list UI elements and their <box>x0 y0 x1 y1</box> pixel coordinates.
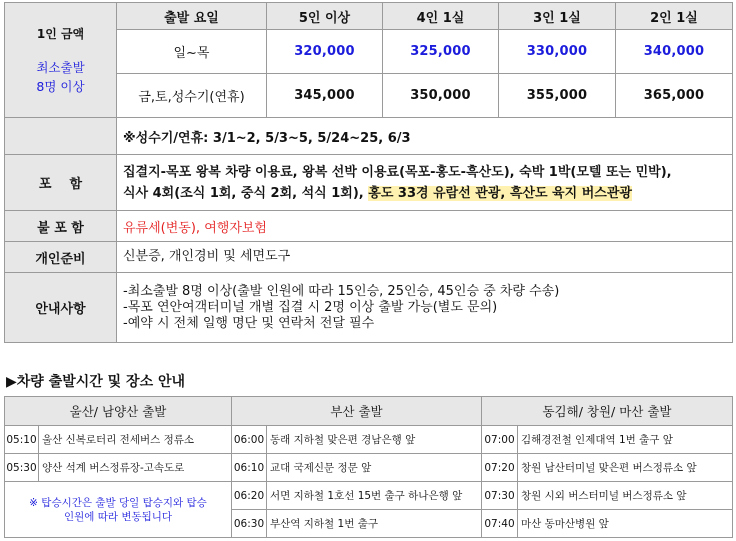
gimhae-place: 김해경전철 인제대역 1번 출구 앞 <box>518 426 733 454</box>
schedule-table <box>4 396 733 538</box>
price-weekday-2room: 340,000 <box>616 30 733 74</box>
col-header-gimhae: 동김해/ 창원/ 마산 출발 <box>482 397 733 426</box>
schedule-row <box>5 482 733 510</box>
gimhae-time: 07:40 <box>482 510 518 538</box>
gimhae-place: 창원 시외 버스터미널 버스정류소 앞 <box>518 482 733 510</box>
price-weekday-5plus: 320,000 <box>267 30 383 74</box>
price-weekend-2room: 365,000 <box>616 74 733 118</box>
include-highlight: 홍도 33경 유람선 관광, 흑산도 육지 버스관광 <box>368 185 632 201</box>
busan-time: 06:30 <box>232 510 267 538</box>
ulsan-place: 울산 신복로터리 전세버스 정류소 <box>39 426 232 454</box>
header-2room: 2인 1실 <box>616 3 733 30</box>
price-weekend-4room: 350,000 <box>383 74 499 118</box>
busan-time: 06:20 <box>232 482 267 510</box>
price-label-cell <box>5 3 117 118</box>
exclude-text: 유류세(변동), 여행자보험 <box>117 211 733 242</box>
busan-place: 교대 국제신문 정문 앞 <box>267 454 482 482</box>
gimhae-time: 07:00 <box>482 426 518 454</box>
departure-time-warning: ※ 탑승시간은 출발 당일 탑승지와 탑승인원에 따라 변동됩니다 <box>5 482 232 538</box>
day-weekend: 금,토,성수기(연휴) <box>117 74 267 118</box>
include-label: 포 함 <box>5 155 117 211</box>
gimhae-time: 07:20 <box>482 454 518 482</box>
day-weekday: 일~목 <box>117 30 267 74</box>
header-4room: 4인 1실 <box>383 3 499 30</box>
schedule-row <box>5 454 733 482</box>
notice-text <box>117 273 733 343</box>
prep-label: 개인준비 <box>5 242 117 273</box>
gimhae-time: 07:30 <box>482 482 518 510</box>
include-line-2: 식사 4회(조식 1회, 중식 2회, 석식 1회), <box>123 185 369 201</box>
busan-time: 06:00 <box>232 426 267 454</box>
busan-place: 동래 지하철 맞은편 경남은행 앞 <box>267 426 482 454</box>
include-line-1: 집결지-목포 왕복 차량 이용료, 왕복 선박 이용료(목포-홍도-흑산도), 숙박 1박(모텔 또는 민박), <box>123 164 672 180</box>
min-people-label: 8명 이상 <box>36 78 85 94</box>
price-weekend-5plus: 345,000 <box>267 74 383 118</box>
price-weekend-3room: 355,000 <box>499 74 616 118</box>
include-text <box>117 155 733 211</box>
busan-time: 06:10 <box>232 454 267 482</box>
busan-place: 부산역 지하철 1번 출구 <box>267 510 482 538</box>
notice-line-2: -목포 연안여객터미널 개별 집결 시 2명 이상 출발 가능(별도 문의) <box>123 299 498 315</box>
busan-place: 서면 지하철 1호선 15번 출구 하나은행 앞 <box>267 482 482 510</box>
peak-season-note: ※성수기/연휴: 3/1~2, 5/3~5, 5/24~25, 6/3 <box>117 118 733 155</box>
notice-line-3: -예약 시 전체 일행 명단 및 연락처 전달 필수 <box>123 315 375 331</box>
schedule-section-title: ▶차량 출발시간 및 장소 안내 <box>6 374 186 390</box>
header-day: 출발 요일 <box>117 3 267 30</box>
price-per-person-label: 1인 금액 <box>36 26 85 41</box>
schedule-row <box>5 426 733 454</box>
col-header-busan: 부산 출발 <box>232 397 482 426</box>
gimhae-place: 마산 동마산병원 앞 <box>518 510 733 538</box>
ulsan-place: 양산 석계 버스정류장-고속도로 <box>39 454 232 482</box>
min-departure-label: 최소출발 <box>36 59 85 75</box>
notice-line-1: -최소출발 8명 이상(출발 인원에 따라 15인승, 25인승, 45인승 중 차량 수송) <box>123 283 560 299</box>
exclude-label: 불 포 함 <box>5 211 117 242</box>
notice-label: 안내사항 <box>5 273 117 343</box>
price-weekday-4room: 325,000 <box>383 30 499 74</box>
price-weekday-3room: 330,000 <box>499 30 616 74</box>
peak-label-cell <box>5 118 117 155</box>
header-3room: 3인 1실 <box>499 3 616 30</box>
header-5plus: 5인 이상 <box>267 3 383 30</box>
ulsan-time: 05:10 <box>5 426 39 454</box>
pricing-table <box>4 2 733 343</box>
prep-text: 신분증, 개인경비 및 세면도구 <box>117 242 733 273</box>
ulsan-time: 05:30 <box>5 454 39 482</box>
col-header-ulsan: 울산/ 남양산 출발 <box>5 397 232 426</box>
gimhae-place: 창원 남산터미널 맞은편 버스정류소 앞 <box>518 454 733 482</box>
